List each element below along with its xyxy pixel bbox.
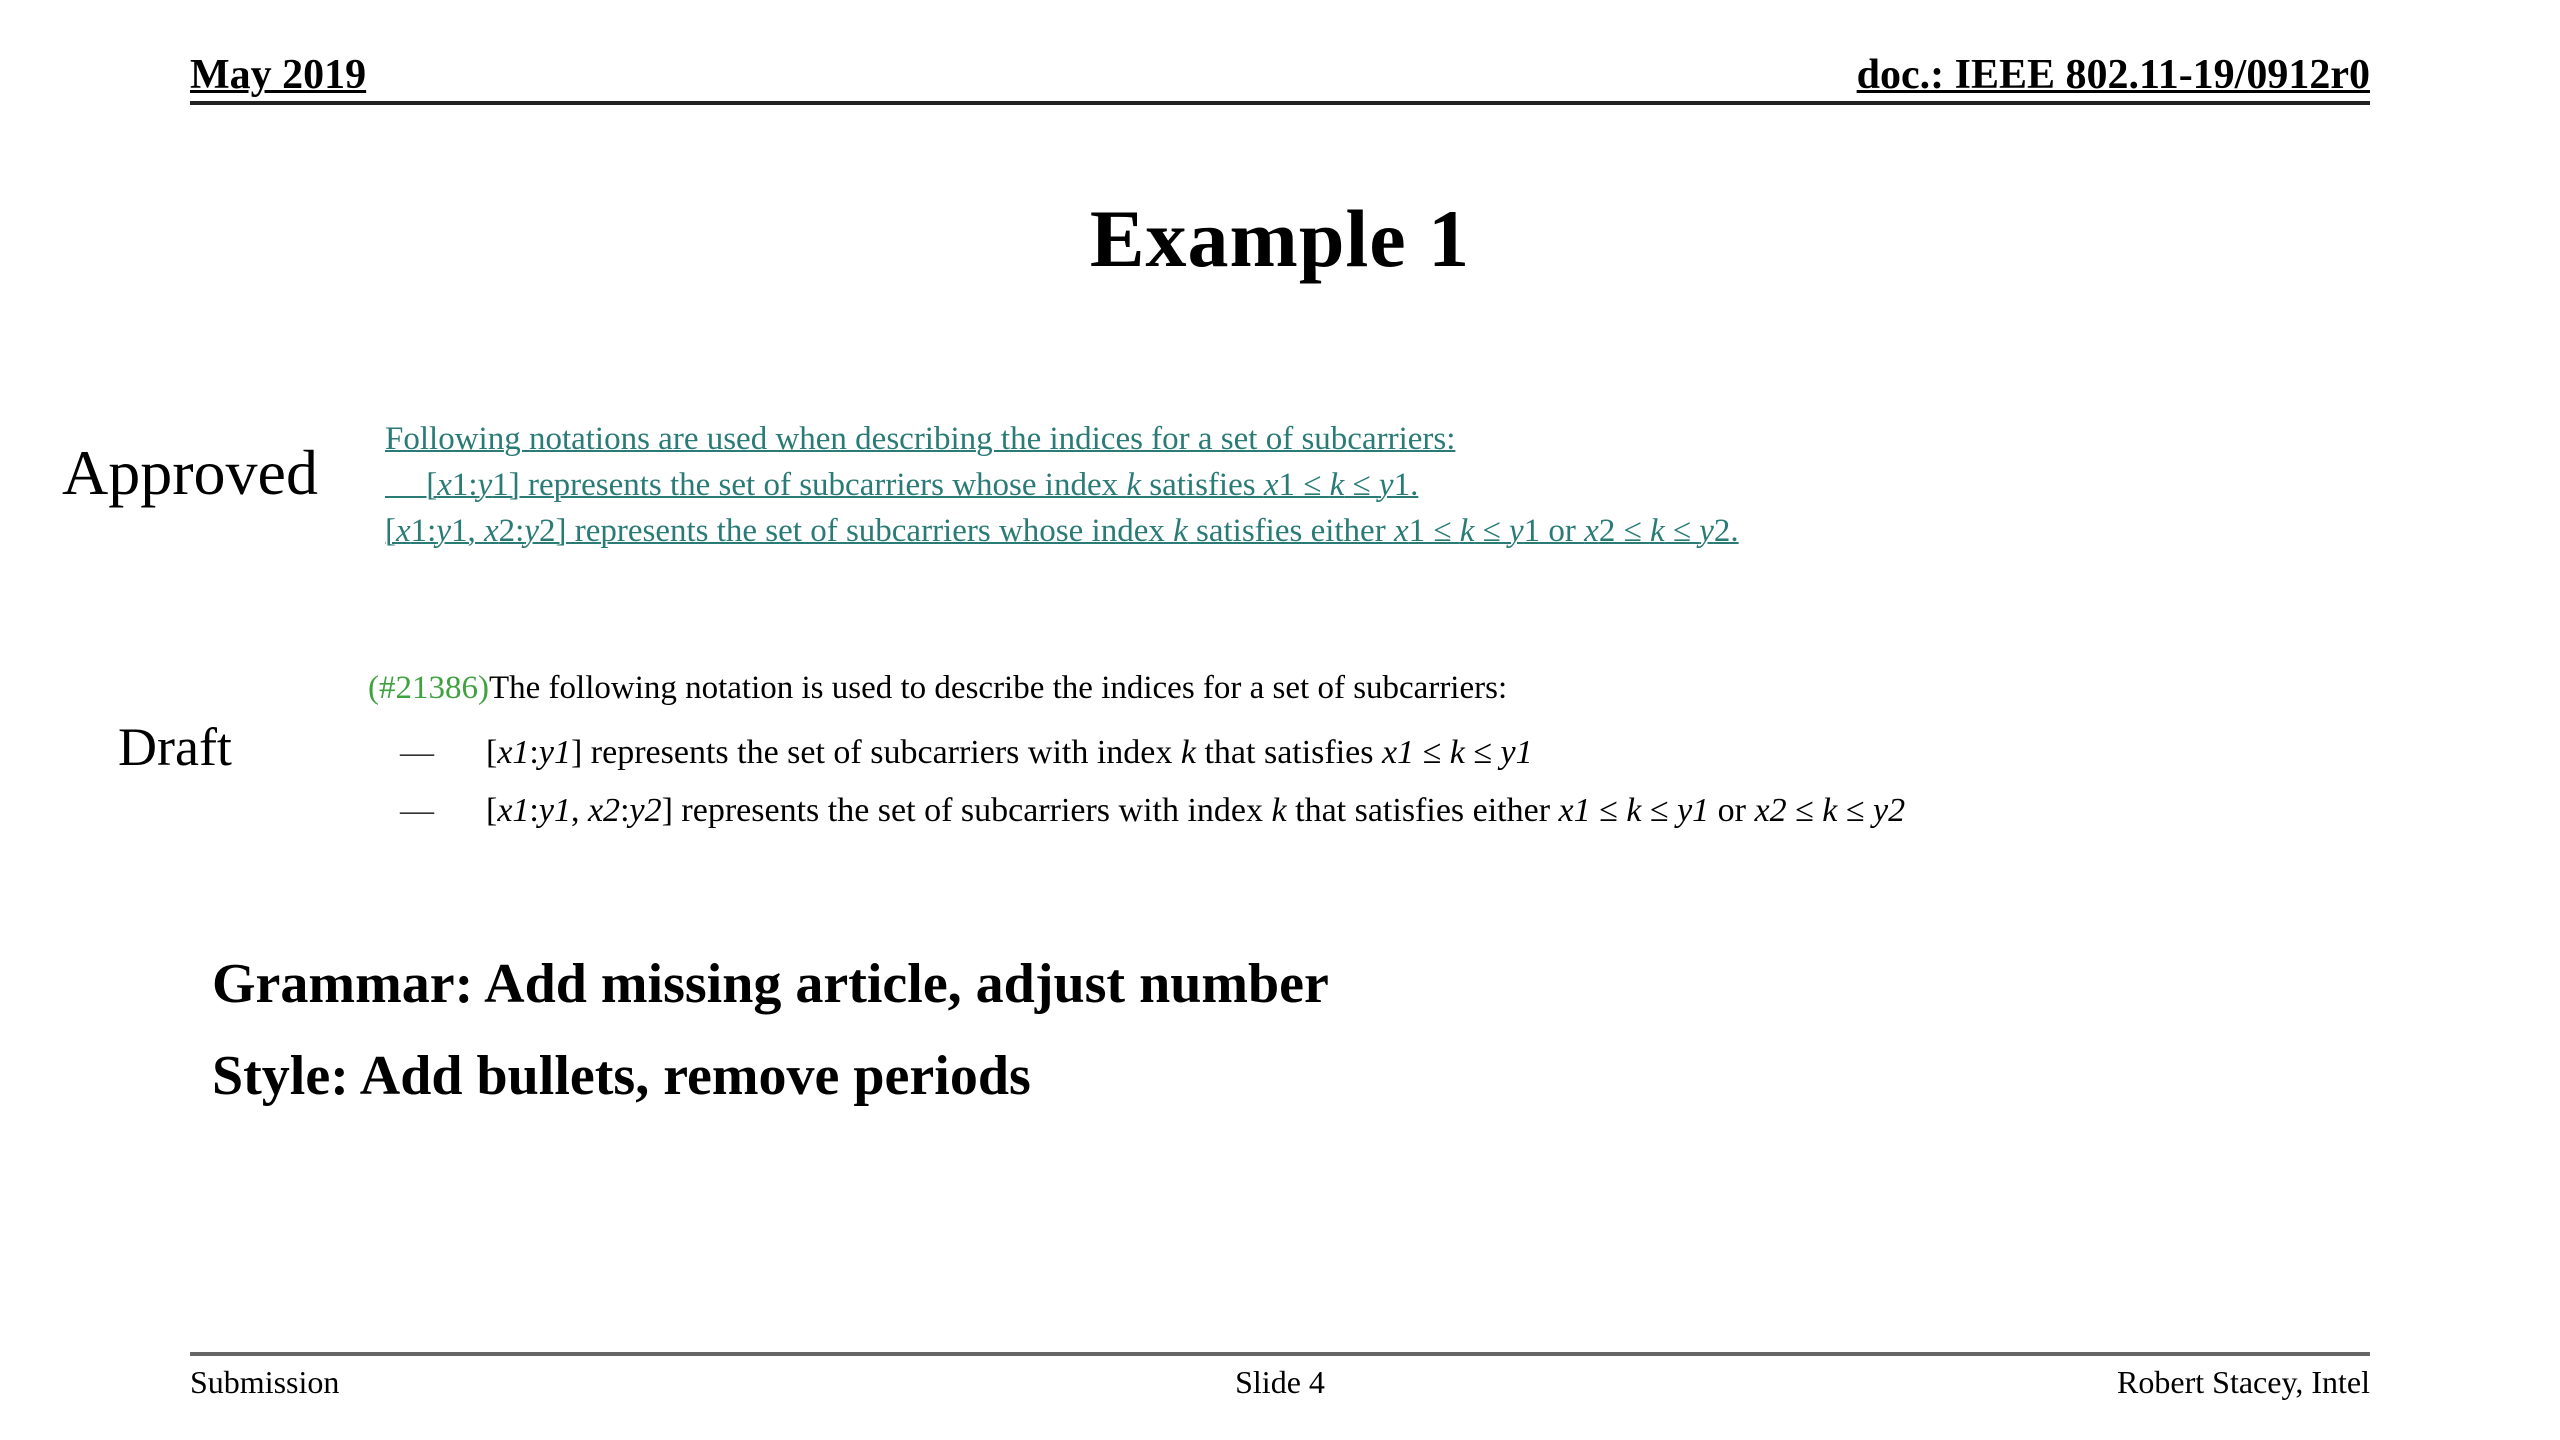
- list-item: [400, 782, 2130, 840]
- page-title: Example 1: [1089, 193, 1471, 284]
- footer-author: Robert Stacey, Intel: [2117, 1364, 2370, 1400]
- list-item: [400, 724, 2130, 782]
- approved-text-block: [385, 416, 1985, 554]
- footer-submission: Submission: [190, 1364, 340, 1400]
- approved-label: Approved: [62, 437, 318, 508]
- note-grammar: Grammar: Add missing article, adjust number: [212, 953, 1329, 1015]
- slide-footer: [190, 1352, 2370, 1401]
- draft-label: Draft: [118, 717, 232, 777]
- comment-reference-number: (#21386): [368, 670, 489, 706]
- header-doc-number: doc.: IEEE 802.11-19/0912r0: [1856, 52, 2370, 98]
- draft-intro-text: The following notation is used to describe the indices for a set of subcarriers:: [488, 670, 1508, 706]
- approved-line: Following notations are used when describing the indices for a set of subcarriers:: [385, 421, 1456, 457]
- draft-intro: [368, 666, 2168, 710]
- note-style: Style: Add bullets, remove periods: [212, 1045, 1031, 1107]
- draft-bullet-list: [400, 724, 2130, 840]
- slide-number: Slide 4: [1235, 1364, 1325, 1400]
- approved-line: [x1:y1, x2:y2] represents the set of subcarriers whose index k satisfies either x1 ≤ k ≤ y1 or x2 ≤ k ≤ y2.: [385, 513, 1739, 549]
- slide-header: [190, 52, 2370, 105]
- bullet-text: [x1:y1] represents the set of subcarriers with index k that satisfies x1 ≤ k ≤ y1: [486, 734, 1533, 771]
- edit-notes: [212, 938, 2312, 1122]
- approved-line: [x1:y1] represents the set of subcarriers whose index k satisfies x1 ≤ k ≤ y1.: [385, 467, 1419, 503]
- dash-bullet-icon: —: [400, 792, 434, 829]
- dash-bullet-icon: —: [400, 734, 434, 771]
- header-date: May 2019: [190, 52, 367, 98]
- bullet-text: [x1:y1, x2:y2] represents the set of subcarriers with index k that satisfies either x1 ≤ k ≤ y1 or x2 ≤ k ≤ y2: [486, 792, 1906, 829]
